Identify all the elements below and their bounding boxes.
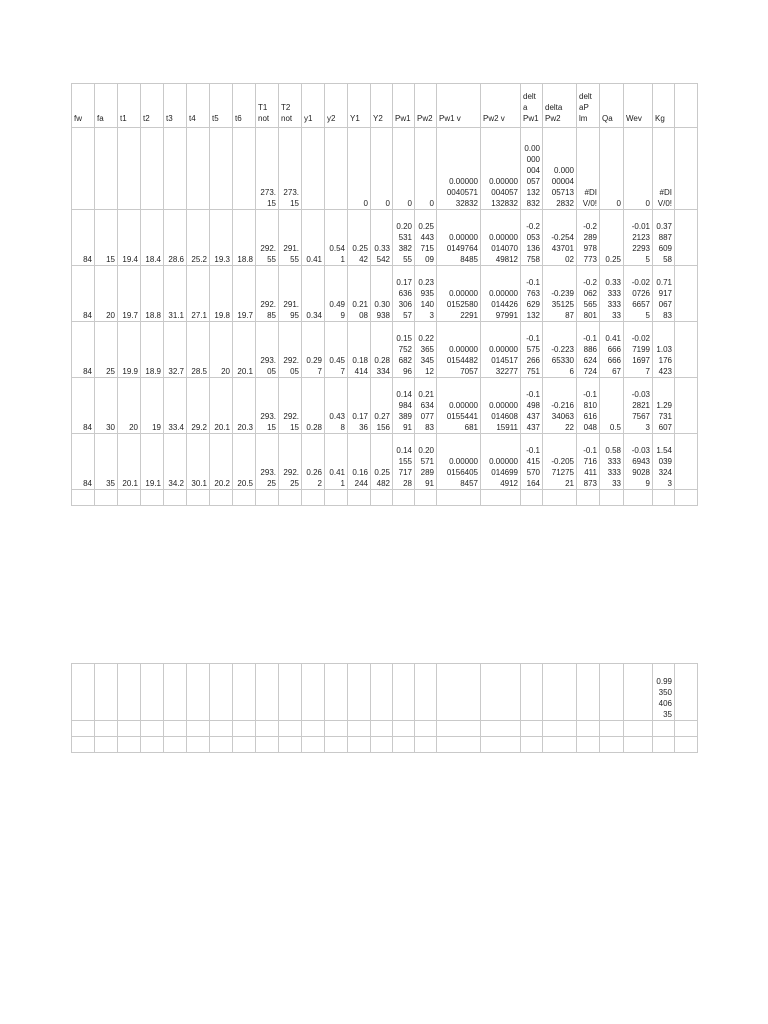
table-cell[interactable]: 20 bbox=[95, 266, 118, 322]
empty-cell[interactable] bbox=[600, 737, 624, 753]
empty-cell[interactable] bbox=[233, 737, 256, 753]
empty-cell[interactable] bbox=[521, 721, 543, 737]
table-cell[interactable] bbox=[675, 434, 698, 490]
table-cell[interactable]: 0.54 1 bbox=[325, 210, 348, 266]
table-cell[interactable]: 20 bbox=[210, 322, 233, 378]
table-cell[interactable] bbox=[210, 128, 233, 210]
empty-cell[interactable] bbox=[279, 490, 302, 506]
empty-cell[interactable] bbox=[577, 721, 600, 737]
table-cell[interactable] bbox=[95, 128, 118, 210]
table-cell[interactable]: 30 bbox=[95, 378, 118, 434]
empty-cell[interactable] bbox=[543, 490, 577, 506]
empty-cell[interactable] bbox=[187, 721, 210, 737]
empty-cell[interactable] bbox=[600, 721, 624, 737]
table-cell[interactable]: 292. 85 bbox=[256, 266, 279, 322]
empty-cell[interactable] bbox=[521, 737, 543, 753]
table-row bbox=[72, 128, 698, 210]
table-cell[interactable]: 1.54 039 324 3 bbox=[653, 434, 675, 490]
table-cell[interactable]: 0.25 42 bbox=[348, 210, 371, 266]
header-cell[interactable]: Wev bbox=[624, 84, 653, 128]
table-cell[interactable]: 293. 15 bbox=[256, 378, 279, 434]
table-cell[interactable]: 0.27 156 bbox=[371, 378, 393, 434]
empty-cell[interactable] bbox=[302, 721, 325, 737]
table-cell[interactable]: 0.49 9 bbox=[325, 266, 348, 322]
table-cell[interactable]: 0 bbox=[600, 128, 624, 210]
table-cell[interactable]: 25 bbox=[95, 322, 118, 378]
table-cell[interactable]: 0.30 938 bbox=[371, 266, 393, 322]
table-cell[interactable]: 28.5 bbox=[187, 322, 210, 378]
table-cell[interactable]: 0 bbox=[393, 128, 415, 210]
table-cell[interactable]: 0.5 bbox=[600, 378, 624, 434]
table-cell[interactable]: 19.8 bbox=[210, 266, 233, 322]
empty-cell[interactable] bbox=[302, 490, 325, 506]
header-cell[interactable]: t1 bbox=[118, 84, 141, 128]
empty-cell[interactable] bbox=[348, 721, 371, 737]
table-cell[interactable]: 0.00000 014426 97991 bbox=[481, 266, 521, 322]
empty-cell[interactable] bbox=[577, 490, 600, 506]
table-cell[interactable]: 0.14 155 717 28 bbox=[393, 434, 415, 490]
table-cell[interactable]: 34.2 bbox=[164, 434, 187, 490]
table-cell[interactable]: -0.02 7199 1697 7 bbox=[624, 322, 653, 378]
table-cell[interactable]: 0.21 634 077 83 bbox=[415, 378, 437, 434]
table-cell[interactable]: 18.8 bbox=[141, 266, 164, 322]
empty-cell[interactable] bbox=[415, 490, 437, 506]
empty-cell[interactable] bbox=[164, 490, 187, 506]
empty-cell[interactable] bbox=[371, 664, 393, 721]
table-cell[interactable]: 1.29 731 607 bbox=[653, 378, 675, 434]
table-cell[interactable]: 0.20 531 382 55 bbox=[393, 210, 415, 266]
empty-row bbox=[72, 490, 698, 506]
table-cell[interactable]: -0.239 35125 87 bbox=[543, 266, 577, 322]
table-cell[interactable]: 0.58 333 333 33 bbox=[600, 434, 624, 490]
table-cell[interactable]: 1.03 176 423 bbox=[653, 322, 675, 378]
empty-cell[interactable] bbox=[279, 737, 302, 753]
table-cell[interactable]: 0.43 8 bbox=[325, 378, 348, 434]
table-cell[interactable]: 273. 15 bbox=[279, 128, 302, 210]
header-cell[interactable]: t3 bbox=[164, 84, 187, 128]
table-cell[interactable]: 0.25 443 715 09 bbox=[415, 210, 437, 266]
empty-cell[interactable] bbox=[325, 664, 348, 721]
table-cell[interactable]: 292. 05 bbox=[279, 322, 302, 378]
table-cell[interactable]: 33.4 bbox=[164, 378, 187, 434]
empty-cell[interactable] bbox=[118, 721, 141, 737]
table-cell[interactable]: 0.33 333 333 33 bbox=[600, 266, 624, 322]
header-cell[interactable]: Pw1 bbox=[393, 84, 415, 128]
empty-cell[interactable] bbox=[187, 664, 210, 721]
empty-cell[interactable] bbox=[118, 664, 141, 721]
table-cell[interactable]: 0.41 bbox=[302, 210, 325, 266]
table-cell[interactable]: -0.03 2821 7567 3 bbox=[624, 378, 653, 434]
table-cell[interactable]: 31.1 bbox=[164, 266, 187, 322]
table-cell[interactable]: 0.41 1 bbox=[325, 434, 348, 490]
empty-row bbox=[72, 737, 698, 753]
header-row bbox=[72, 84, 698, 128]
empty-cell[interactable] bbox=[187, 490, 210, 506]
table-cell[interactable]: 20.3 bbox=[233, 378, 256, 434]
empty-cell[interactable] bbox=[675, 664, 698, 721]
table-cell[interactable]: 20 bbox=[118, 378, 141, 434]
table-cell[interactable]: 0.00000 0152580 2291 bbox=[437, 266, 481, 322]
empty-cell[interactable] bbox=[141, 737, 164, 753]
table-cell[interactable]: 0.20 571 289 91 bbox=[415, 434, 437, 490]
table-cell[interactable]: 20.5 bbox=[233, 434, 256, 490]
data-table bbox=[71, 83, 698, 506]
table-cell[interactable]: 20.1 bbox=[233, 322, 256, 378]
empty-cell[interactable] bbox=[653, 721, 675, 737]
table-cell[interactable] bbox=[187, 128, 210, 210]
header-cell[interactable]: Pw2 bbox=[415, 84, 437, 128]
table-cell[interactable] bbox=[675, 266, 698, 322]
empty-cell[interactable] bbox=[371, 490, 393, 506]
empty-cell[interactable] bbox=[393, 664, 415, 721]
table-row bbox=[72, 322, 698, 378]
empty-cell[interactable] bbox=[437, 664, 481, 721]
table-cell[interactable]: -0.1 498 437 437 bbox=[521, 378, 543, 434]
table-cell[interactable]: 28.6 bbox=[164, 210, 187, 266]
table-cell[interactable]: 0.17 36 bbox=[348, 378, 371, 434]
table-cell[interactable]: #DI V/0! bbox=[653, 128, 675, 210]
header-cell[interactable]: t2 bbox=[141, 84, 164, 128]
table-cell[interactable]: 27.1 bbox=[187, 266, 210, 322]
table-cell[interactable]: 0.25 482 bbox=[371, 434, 393, 490]
empty-cell[interactable] bbox=[675, 490, 698, 506]
empty-cell[interactable] bbox=[675, 737, 698, 753]
empty-cell[interactable] bbox=[393, 490, 415, 506]
table-cell[interactable]: 19.4 bbox=[118, 210, 141, 266]
empty-cell[interactable] bbox=[653, 490, 675, 506]
table-cell[interactable]: 32.7 bbox=[164, 322, 187, 378]
table-cell[interactable] bbox=[675, 322, 698, 378]
empty-cell[interactable] bbox=[543, 664, 577, 721]
header-cell[interactable]: t5 bbox=[210, 84, 233, 128]
table-cell[interactable]: 0.28 bbox=[302, 378, 325, 434]
table-cell[interactable]: 0.00000 014608 15911 bbox=[481, 378, 521, 434]
table-cell[interactable]: 292. 15 bbox=[279, 378, 302, 434]
empty-cell[interactable] bbox=[577, 664, 600, 721]
empty-cell[interactable] bbox=[210, 490, 233, 506]
empty-cell[interactable] bbox=[624, 721, 653, 737]
table-cell[interactable]: -0.2 062 565 801 bbox=[577, 266, 600, 322]
empty-cell[interactable] bbox=[325, 721, 348, 737]
table-cell[interactable]: 15 bbox=[95, 210, 118, 266]
empty-cell[interactable] bbox=[72, 721, 95, 737]
table-cell[interactable]: 19 bbox=[141, 378, 164, 434]
table-cell[interactable]: 0.000 00004 05713 2832 bbox=[543, 128, 577, 210]
empty-cell[interactable] bbox=[437, 721, 481, 737]
table-cell[interactable]: 25.2 bbox=[187, 210, 210, 266]
empty-cell[interactable] bbox=[371, 737, 393, 753]
empty-cell[interactable] bbox=[675, 721, 698, 737]
header-cell[interactable]: delt a Pw1 bbox=[521, 84, 543, 128]
empty-cell[interactable] bbox=[141, 664, 164, 721]
table-cell[interactable]: -0.216 34063 22 bbox=[543, 378, 577, 434]
empty-cell[interactable] bbox=[415, 737, 437, 753]
table-cell[interactable] bbox=[72, 128, 95, 210]
bottom-table bbox=[71, 663, 698, 753]
empty-cell[interactable] bbox=[481, 737, 521, 753]
empty-cell[interactable] bbox=[164, 737, 187, 753]
table-cell[interactable]: 84 bbox=[72, 210, 95, 266]
empty-cell[interactable] bbox=[164, 664, 187, 721]
empty-cell[interactable] bbox=[95, 664, 118, 721]
table-cell[interactable]: 292. 25 bbox=[279, 434, 302, 490]
table-cell[interactable] bbox=[302, 128, 325, 210]
header-cell[interactable]: delt aP lm bbox=[577, 84, 600, 128]
table-cell[interactable]: 0.00000 014699 4912 bbox=[481, 434, 521, 490]
table-cell[interactable]: -0.1 575 266 751 bbox=[521, 322, 543, 378]
table-cell[interactable]: -0.2 053 136 758 bbox=[521, 210, 543, 266]
table-cell[interactable]: 0.00000 0156405 8457 bbox=[437, 434, 481, 490]
header-cell[interactable]: Pw2 v bbox=[481, 84, 521, 128]
table-cell[interactable]: 84 bbox=[72, 266, 95, 322]
table-cell[interactable]: 20.1 bbox=[118, 434, 141, 490]
empty-cell[interactable] bbox=[543, 737, 577, 753]
table-cell[interactable]: 0.00000 014070 49812 bbox=[481, 210, 521, 266]
table-cell[interactable]: 18.9 bbox=[141, 322, 164, 378]
header-cell[interactable]: Pw1 v bbox=[437, 84, 481, 128]
table-row bbox=[72, 210, 698, 266]
empty-cell[interactable] bbox=[348, 737, 371, 753]
empty-cell[interactable] bbox=[325, 737, 348, 753]
header-cell[interactable]: T2 not bbox=[279, 84, 302, 128]
empty-cell[interactable] bbox=[371, 721, 393, 737]
table-cell[interactable] bbox=[141, 128, 164, 210]
empty-cell[interactable] bbox=[393, 737, 415, 753]
empty-cell[interactable] bbox=[256, 664, 279, 721]
table-cell[interactable]: 18.4 bbox=[141, 210, 164, 266]
table-cell[interactable]: #DI V/0! bbox=[577, 128, 600, 210]
empty-cell[interactable] bbox=[72, 490, 95, 506]
empty-cell[interactable] bbox=[600, 490, 624, 506]
table-cell[interactable]: 0.22 365 345 12 bbox=[415, 322, 437, 378]
empty-cell[interactable] bbox=[325, 490, 348, 506]
table-cell[interactable] bbox=[233, 128, 256, 210]
table-cell[interactable]: 0.00000 0155441 681 bbox=[437, 378, 481, 434]
empty-cell[interactable] bbox=[393, 721, 415, 737]
empty-cell[interactable] bbox=[624, 490, 653, 506]
header-cell[interactable]: fa bbox=[95, 84, 118, 128]
table-cell[interactable]: 0.34 bbox=[302, 266, 325, 322]
table-cell[interactable]: 0.41 666 666 67 bbox=[600, 322, 624, 378]
header-cell[interactable]: Y2 bbox=[371, 84, 393, 128]
empty-cell[interactable] bbox=[279, 664, 302, 721]
table-cell[interactable]: -0.205 71275 21 bbox=[543, 434, 577, 490]
empty-cell[interactable] bbox=[279, 721, 302, 737]
empty-cell[interactable] bbox=[481, 664, 521, 721]
table-cell[interactable]: 0.28 334 bbox=[371, 322, 393, 378]
table-cell[interactable]: 84 bbox=[72, 378, 95, 434]
empty-cell[interactable] bbox=[187, 737, 210, 753]
table-cell[interactable]: 291. 95 bbox=[279, 266, 302, 322]
table-cell[interactable]: 84 bbox=[72, 434, 95, 490]
header-cell[interactable]: Kg bbox=[653, 84, 675, 128]
table-cell[interactable]: 0.15 752 682 96 bbox=[393, 322, 415, 378]
table-cell[interactable]: 0.26 2 bbox=[302, 434, 325, 490]
empty-cell[interactable] bbox=[481, 721, 521, 737]
empty-cell[interactable] bbox=[302, 737, 325, 753]
empty-cell[interactable] bbox=[210, 664, 233, 721]
empty-cell[interactable] bbox=[624, 664, 653, 721]
table-cell[interactable]: -0.223 65330 6 bbox=[543, 322, 577, 378]
table-cell[interactable]: 0.00000 0154482 7057 bbox=[437, 322, 481, 378]
table-cell[interactable]: -0.01 2123 2293 5 bbox=[624, 210, 653, 266]
table-cell[interactable]: 35 bbox=[95, 434, 118, 490]
empty-cell[interactable] bbox=[72, 737, 95, 753]
header-cell[interactable]: delta Pw2 bbox=[543, 84, 577, 128]
table-cell[interactable]: 291. 55 bbox=[279, 210, 302, 266]
table-cell[interactable]: 293. 05 bbox=[256, 322, 279, 378]
table-row bbox=[72, 378, 698, 434]
table-cell[interactable]: -0.1 886 624 724 bbox=[577, 322, 600, 378]
empty-cell[interactable] bbox=[141, 721, 164, 737]
table-cell[interactable]: 0.18 414 bbox=[348, 322, 371, 378]
empty-cell[interactable] bbox=[141, 490, 164, 506]
table-cell[interactable]: -0.02 0726 6657 5 bbox=[624, 266, 653, 322]
empty-cell[interactable] bbox=[95, 721, 118, 737]
table-cell[interactable] bbox=[164, 128, 187, 210]
empty-cell[interactable] bbox=[210, 737, 233, 753]
empty-cell[interactable] bbox=[600, 664, 624, 721]
header-cell[interactable] bbox=[675, 84, 698, 128]
table-cell[interactable]: 273. 15 bbox=[256, 128, 279, 210]
table-cell[interactable] bbox=[675, 210, 698, 266]
empty-cell[interactable] bbox=[256, 737, 279, 753]
table-cell[interactable]: 0.00 000 004 057 132 832 bbox=[521, 128, 543, 210]
table-cell[interactable]: 19.7 bbox=[118, 266, 141, 322]
table-cell[interactable]: 19.9 bbox=[118, 322, 141, 378]
table-cell[interactable]: 0.14 984 389 91 bbox=[393, 378, 415, 434]
table-cell[interactable]: -0.03 6943 9028 9 bbox=[624, 434, 653, 490]
table-cell[interactable]: 0 bbox=[371, 128, 393, 210]
table-cell[interactable]: 0.17 636 306 57 bbox=[393, 266, 415, 322]
table-cell[interactable]: -0.1 810 616 048 bbox=[577, 378, 600, 434]
empty-cell[interactable] bbox=[118, 490, 141, 506]
empty-cell[interactable] bbox=[256, 490, 279, 506]
empty-cell[interactable] bbox=[415, 721, 437, 737]
table-cell[interactable]: 0.16 244 bbox=[348, 434, 371, 490]
kg-row bbox=[72, 664, 698, 721]
header-cell[interactable]: y1 bbox=[302, 84, 325, 128]
table-cell[interactable]: 293. 25 bbox=[256, 434, 279, 490]
table-cell[interactable]: 0.00000 004057 132832 bbox=[481, 128, 521, 210]
table-cell[interactable]: 29.2 bbox=[187, 378, 210, 434]
table-cell[interactable] bbox=[325, 128, 348, 210]
table-cell[interactable]: -0.1 763 629 132 bbox=[521, 266, 543, 322]
empty-cell[interactable] bbox=[521, 664, 543, 721]
table-cell[interactable]: 0.29 7 bbox=[302, 322, 325, 378]
empty-cell[interactable] bbox=[95, 490, 118, 506]
table-cell[interactable]: 0 bbox=[348, 128, 371, 210]
table-cell[interactable] bbox=[118, 128, 141, 210]
table-cell[interactable]: 0.21 08 bbox=[348, 266, 371, 322]
header-cell[interactable]: Qa bbox=[600, 84, 624, 128]
table-row bbox=[72, 266, 698, 322]
empty-cell[interactable] bbox=[543, 721, 577, 737]
empty-cell[interactable] bbox=[348, 490, 371, 506]
empty-cell[interactable] bbox=[577, 737, 600, 753]
empty-cell[interactable] bbox=[210, 721, 233, 737]
table-cell[interactable]: 0.71 917 067 83 bbox=[653, 266, 675, 322]
empty-cell[interactable] bbox=[415, 664, 437, 721]
table-cell[interactable]: 19.3 bbox=[210, 210, 233, 266]
kg-value-cell[interactable]: 0.99 350 406 35 bbox=[653, 664, 675, 721]
header-cell[interactable]: t6 bbox=[233, 84, 256, 128]
table-cell[interactable]: 0.37 887 609 58 bbox=[653, 210, 675, 266]
table-cell[interactable]: 19.1 bbox=[141, 434, 164, 490]
table-cell[interactable]: 0.45 7 bbox=[325, 322, 348, 378]
header-cell[interactable]: y2 bbox=[325, 84, 348, 128]
table-cell[interactable]: 0.23 935 140 3 bbox=[415, 266, 437, 322]
table-cell[interactable]: 292. 55 bbox=[256, 210, 279, 266]
table-cell[interactable]: 0 bbox=[624, 128, 653, 210]
table-cell[interactable]: 0.00000 0040571 32832 bbox=[437, 128, 481, 210]
table-cell[interactable]: 18.8 bbox=[233, 210, 256, 266]
table-cell[interactable]: 0.33 542 bbox=[371, 210, 393, 266]
empty-cell[interactable] bbox=[233, 721, 256, 737]
table-cell[interactable]: 30.1 bbox=[187, 434, 210, 490]
table-cell[interactable]: 0.25 bbox=[600, 210, 624, 266]
table-cell[interactable]: 0.00000 014517 32277 bbox=[481, 322, 521, 378]
empty-cell[interactable] bbox=[164, 721, 187, 737]
empty-cell[interactable] bbox=[437, 490, 481, 506]
empty-cell[interactable] bbox=[348, 664, 371, 721]
empty-row bbox=[72, 721, 698, 737]
table-cell[interactable]: -0.1 415 570 164 bbox=[521, 434, 543, 490]
empty-cell[interactable] bbox=[481, 490, 521, 506]
empty-cell[interactable] bbox=[118, 737, 141, 753]
empty-cell[interactable] bbox=[437, 737, 481, 753]
table-cell[interactable]: 0.00000 0149764 8485 bbox=[437, 210, 481, 266]
empty-cell[interactable] bbox=[624, 737, 653, 753]
table-cell[interactable]: -0.1 716 411 873 bbox=[577, 434, 600, 490]
header-cell[interactable]: fw bbox=[72, 84, 95, 128]
header-cell[interactable]: Y1 bbox=[348, 84, 371, 128]
table-cell[interactable]: 19.7 bbox=[233, 266, 256, 322]
header-cell[interactable]: t4 bbox=[187, 84, 210, 128]
table-cell[interactable]: 20.1 bbox=[210, 378, 233, 434]
empty-cell[interactable] bbox=[521, 490, 543, 506]
table-row bbox=[72, 434, 698, 490]
table-cell[interactable] bbox=[675, 128, 698, 210]
empty-cell[interactable] bbox=[256, 721, 279, 737]
table-cell[interactable]: -0.254 43701 02 bbox=[543, 210, 577, 266]
table-cell[interactable]: 84 bbox=[72, 322, 95, 378]
header-cell[interactable]: T1 not bbox=[256, 84, 279, 128]
empty-cell[interactable] bbox=[95, 737, 118, 753]
empty-cell[interactable] bbox=[302, 664, 325, 721]
empty-cell[interactable] bbox=[72, 664, 95, 721]
table-cell[interactable]: 20.2 bbox=[210, 434, 233, 490]
empty-cell[interactable] bbox=[653, 737, 675, 753]
table-cell[interactable] bbox=[675, 378, 698, 434]
empty-cell[interactable] bbox=[233, 664, 256, 721]
empty-cell[interactable] bbox=[233, 490, 256, 506]
table-cell[interactable]: 0 bbox=[415, 128, 437, 210]
table-cell[interactable]: -0.2 289 978 773 bbox=[577, 210, 600, 266]
